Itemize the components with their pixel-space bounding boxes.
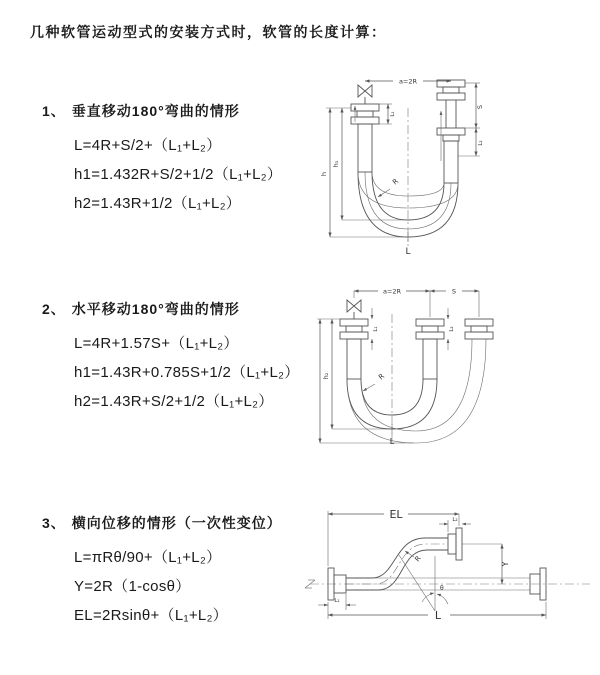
formula-s1-L: L=4R+S/2+（L₁+L₂） (74, 137, 222, 154)
dim-s (430, 288, 479, 318)
dim-label-s: S (476, 104, 484, 110)
formula-s2-h2: h2=1.43R+S/2+1/2（L₁+L₂） (74, 393, 274, 410)
radius-label: R (413, 554, 423, 564)
dim-l2 (439, 517, 471, 532)
dim-L (328, 602, 546, 622)
u-hose-curves (347, 339, 486, 443)
dim-label-h2: h₂ (322, 372, 330, 380)
radius-leader (363, 372, 386, 391)
formula-s2-h1: h1=1.43R+0.785S+1/2（L₁+L₂） (74, 364, 300, 381)
radius-leader (378, 177, 400, 197)
section-3-title: 横向位移的情形（一次性变位） (71, 515, 282, 531)
dim-l2 (448, 308, 455, 350)
dim-a2r (354, 288, 430, 318)
braided-hose-middle (423, 339, 437, 379)
dim-label-l1: L₁ (334, 598, 340, 604)
dim-h1 (332, 108, 404, 220)
formula-s3-Y: Y=2R（1-cosθ） (74, 578, 191, 595)
diagram-horizontal-180-bend (300, 276, 598, 458)
section-1-heading (42, 101, 312, 121)
formula-s1-h2: h2=1.43R+1/2（L₁+L₂） (74, 195, 242, 212)
formula-s3-EL: EL=2Rsinθ+（L₁+L₂） (74, 607, 228, 624)
top-flange (448, 528, 462, 560)
section-1-title: 垂直移动180°弯曲的情形 (71, 103, 240, 119)
radius-label: R (391, 177, 401, 187)
valve-icon (347, 300, 361, 319)
dim-l1 (318, 594, 356, 610)
dim-label-l2: L₂ (478, 140, 484, 146)
braided-hose-right (444, 141, 458, 183)
dim-label-h: h (320, 171, 328, 177)
dim-label-l1: L₁ (390, 111, 396, 117)
section-1-number: 1、 (42, 103, 66, 119)
section-3 (42, 513, 312, 630)
dim-el (328, 508, 459, 566)
angle-label: θ (440, 585, 444, 592)
formula-s3-L: L=πRθ/90+（L₁+L₂） (74, 549, 222, 566)
right-flange-top (437, 80, 465, 100)
valve-icon (358, 85, 372, 104)
dim-h-outer (317, 319, 413, 443)
section-2-heading (42, 299, 312, 319)
dim-label-a2r: a=2R (398, 77, 418, 86)
dim-label-l2: L₂ (449, 326, 455, 332)
middle-flange (416, 319, 444, 339)
dim-h (320, 108, 405, 237)
section-1 (42, 101, 312, 218)
section-3-heading (42, 513, 312, 533)
dim-s (465, 83, 484, 128)
formula-s1-h1: h1=1.432R+S/2+1/2（L₁+L₂） (74, 166, 283, 183)
dim-label-L: L (434, 609, 442, 622)
braided-hose-left (347, 339, 361, 379)
dim-label-L: L (405, 247, 411, 257)
diagram-vertical-180-bend (308, 66, 593, 264)
diagram-lateral-displacement (298, 498, 600, 643)
dim-l1 (372, 104, 396, 124)
dim-l2 (458, 128, 484, 156)
section-2 (42, 299, 312, 416)
dim-l1 (372, 308, 379, 350)
dim-label-s: S (451, 287, 457, 296)
formula-s2-L: L=4R+1.57S+（L₁+L₂） (74, 335, 239, 352)
dim-label-y: Y (501, 561, 510, 567)
section-2-title: 水平移动180°弯曲的情形 (71, 301, 240, 317)
dim-label-l2: L₂ (452, 517, 458, 523)
dim-label-h1: h₁ (332, 160, 340, 168)
right-flange (465, 319, 493, 339)
dim-label-el: EL (389, 508, 403, 521)
dim-label-l1: L₁ (373, 326, 379, 332)
left-flange (340, 319, 368, 339)
section-3-number: 3、 (42, 515, 66, 531)
page-title: 几种软管运动型式的安装方式时，软管的长度计算： (30, 24, 387, 40)
radius-label: R (377, 372, 387, 382)
dim-label-L: L (389, 437, 395, 446)
section-2-number: 2、 (42, 301, 66, 317)
dim-a2r (365, 78, 451, 86)
s-curve-hose (346, 538, 448, 590)
braided-hose-left (358, 124, 372, 172)
dim-label-a2r: a=2R (382, 287, 402, 296)
